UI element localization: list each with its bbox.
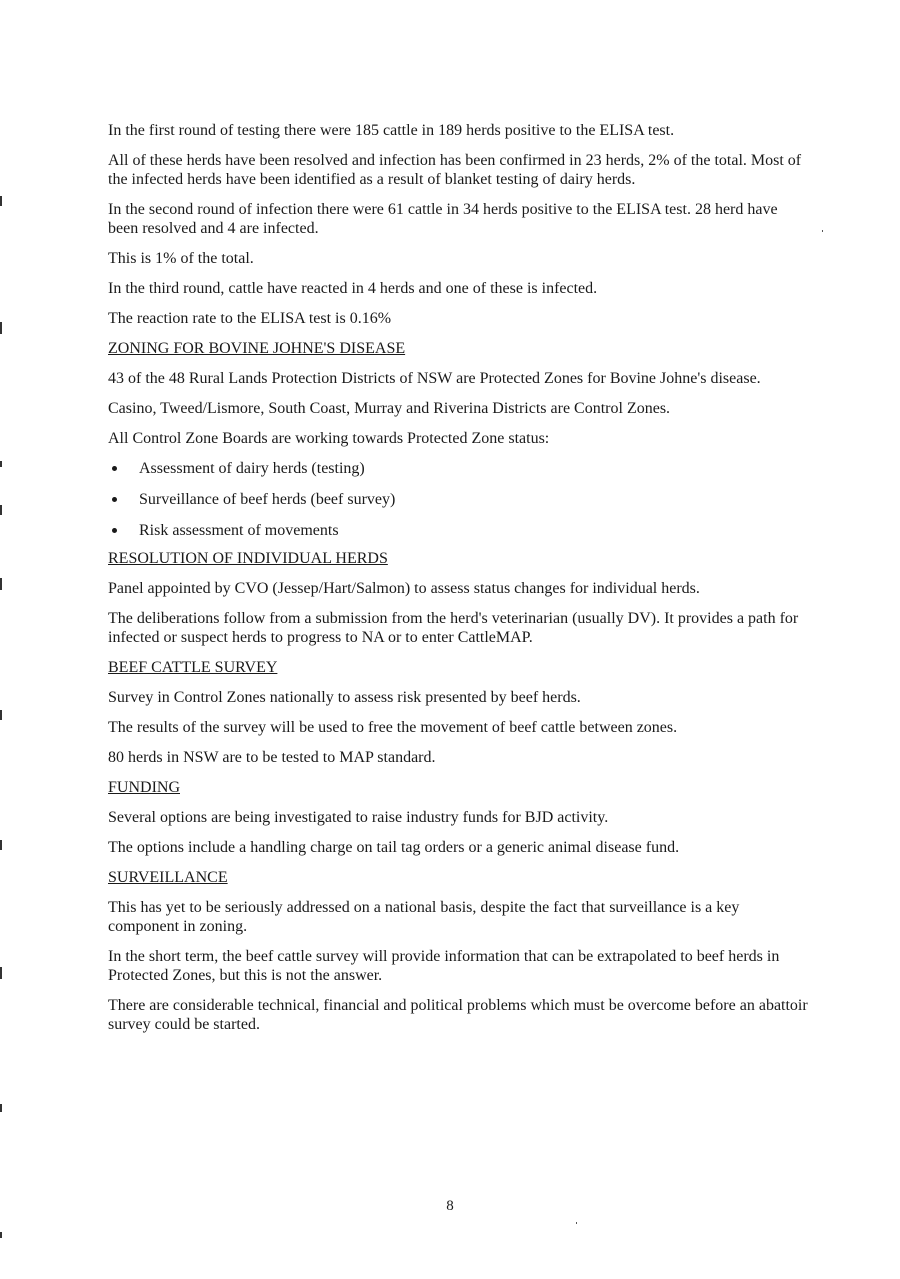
paragraph-funding-options: Several options are being investigated to raise industry funds for BJD activity.: [108, 809, 609, 826]
paragraph-survey-results: The results of the survey will be used to free the movement of beef cattle between zones.: [108, 719, 678, 736]
paragraph-surveillance-problems: There are considerable technical, financial and political problems which must be overcome before an abattoir survey could be started.: [108, 997, 808, 1033]
paragraph-panel: Panel appointed by CVO (Jessep/Hart/Salmon) to assess status changes for individual herds.: [108, 580, 700, 597]
document-page: [108, 121, 808, 1045]
paragraph-protected-zones: 43 of the 48 Rural Lands Protection Districts of NSW are Protected Zones for Bovine Johne's disease.: [108, 370, 761, 387]
heading-beef-survey: BEEF CATTLE SURVEY: [108, 659, 278, 676]
paragraph-reaction-rate: The reaction rate to the ELISA test is 0.16%: [108, 310, 392, 327]
paragraph-third-round: In the third round, cattle have reacted in 4 herds and one of these is infected.: [108, 280, 598, 297]
page-number: 8: [446, 1198, 454, 1214]
paragraph-percent-total: This is 1% of the total.: [108, 250, 254, 267]
heading-resolution: RESOLUTION OF INDIVIDUAL HERDS: [108, 550, 388, 567]
paragraph-deliberations: The deliberations follow from a submission from the herd's veterinarian (usually DV). It provides a path for infected or suspect herds to progress to NA or to enter CattleMAP.: [108, 610, 799, 646]
paragraph-funding-charge: The options include a handling charge on tail tag orders or a generic animal disease fund.: [108, 839, 680, 856]
list-item: Surveillance of beef herds (beef survey): [108, 490, 808, 509]
scan-speck: [822, 230, 823, 232]
zone-status-list: [108, 459, 808, 540]
heading-funding: FUNDING: [108, 779, 180, 796]
paragraph-herds-resolved: All of these herds have been resolved and infection has been confirmed in 23 herds, 2% of the total. Most of the infected herds have been identified as a result of blanket testing of dairy herds.: [108, 152, 802, 188]
paragraph-second-round: In the second round of infection there were 61 cattle in 34 herds positive to the ELISA test. 28 herd have been resolved and 4 are infected.: [108, 201, 778, 237]
paragraph-herds-tested: 80 herds in NSW are to be tested to MAP standard.: [108, 749, 436, 766]
paragraph-control-zones: Casino, Tweed/Lismore, South Coast, Murray and Riverina Districts are Control Zones.: [108, 400, 671, 417]
heading-surveillance: SURVEILLANCE: [108, 869, 228, 886]
heading-zoning: ZONING FOR BOVINE JOHNE'S DISEASE: [108, 340, 406, 357]
scan-speck: [576, 1222, 577, 1224]
paragraph-surveillance-national: This has yet to be seriously addressed on a national basis, despite the fact that surveillance is a key component in zoning.: [108, 899, 740, 935]
paragraph-first-round: In the first round of testing there were 185 cattle in 189 herds positive to the ELISA test.: [108, 122, 675, 139]
paragraph-survey-control-zones: Survey in Control Zones nationally to assess risk presented by beef herds.: [108, 689, 581, 706]
list-item: Assessment of dairy herds (testing): [108, 459, 808, 478]
list-item: Risk assessment of movements: [108, 521, 808, 540]
paragraph-surveillance-short-term: In the short term, the beef cattle survey will provide information that can be extrapolated to beef herds in Protected Zones, but this is not the answer.: [108, 948, 780, 984]
paragraph-zone-boards: All Control Zone Boards are working towards Protected Zone status:: [108, 430, 550, 447]
